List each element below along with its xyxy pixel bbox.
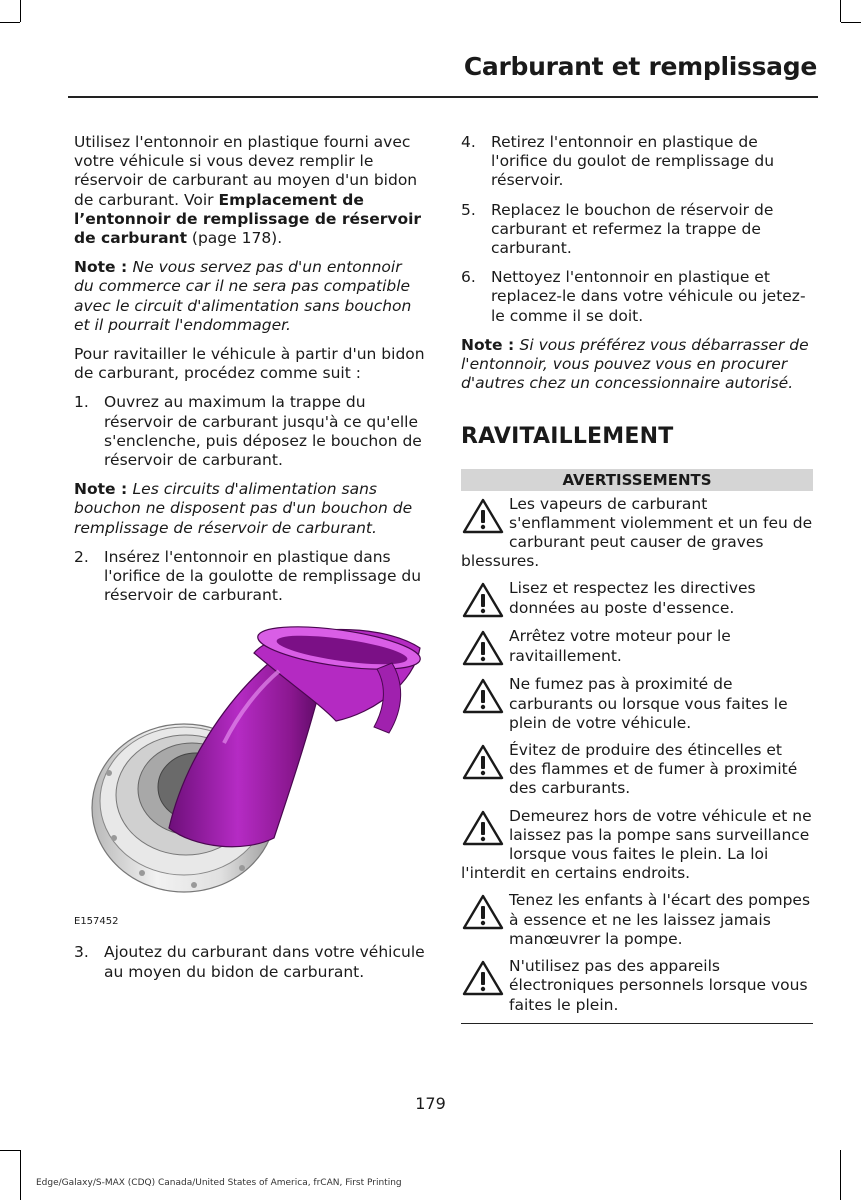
step-number: 6. (461, 268, 476, 287)
warning-text: Les vapeurs de carburant s'enflamment violemment et un feu de carburant peut causer de graves blessures. (461, 494, 813, 571)
warning-triangle-icon (461, 497, 505, 535)
warning-text: Tenez les enfants à l'écart des pompes à essence et ne les laissez jamais manœuvrer la pompe. (509, 891, 811, 948)
funnel-illustration (74, 623, 426, 933)
crop-mark (20, 0, 21, 22)
right-column (461, 133, 813, 1024)
note-label: Note : (461, 335, 520, 354)
step-2 (74, 548, 426, 606)
warning-triangle-icon (461, 959, 505, 997)
warning-item (461, 675, 813, 733)
warning-text: Arrêtez votre moteur pour le ravitaillement. (509, 627, 731, 665)
note-paragraph (74, 258, 426, 335)
warning-item (461, 891, 813, 949)
warning-triangle-icon (461, 629, 505, 667)
step-number: 1. (74, 393, 89, 412)
warning-text: Lisez et respectez les directives données au poste d'essence. (509, 579, 756, 617)
step-1 (74, 393, 426, 470)
step-text: Retirez l'entonnoir en plastique de l'orifice du goulot de remplissage du réservoir. (491, 133, 775, 190)
procedure-intro: Pour ravitailler le véhicule à partir d'un bidon de carburant, procédez comme suit : (74, 345, 425, 383)
step-number: 2. (74, 547, 89, 566)
warning-triangle-icon (461, 677, 505, 715)
section-heading: RAVITAILLEMENT (461, 424, 674, 450)
note-text: Les circuits d'alimentation sans bouchon ne disposent pas d'un bouchon de remplissage de réservoir de carburant. (74, 480, 413, 537)
warnings-list (461, 495, 813, 1015)
footer-text: Edge/Galaxy/S-MAX (CDQ) Canada/United States of America, frCAN, First Printing (36, 1178, 402, 1188)
page-title: Carburant et remplissage (463, 52, 817, 81)
warnings-header: AVERTISSEMENTS (461, 469, 813, 491)
step-4 (461, 133, 813, 191)
step-number: 5. (461, 200, 476, 219)
intro-text: Utilisez l'entonnoir en plastique fourni avec votre véhicule si vous devez remplir le réservoir de carburant au moyen d'un bidon de carburant. Voir (74, 133, 418, 209)
left-column (74, 133, 426, 992)
step-number: 3. (74, 943, 89, 962)
crop-mark (0, 1150, 20, 1151)
warning-triangle-icon (461, 581, 505, 619)
note-paragraph (74, 480, 426, 538)
figure-caption: E157452 (74, 916, 119, 928)
step-5 (461, 201, 813, 259)
header-divider (68, 96, 818, 98)
note-label: Note : (74, 480, 133, 499)
warning-item (461, 807, 813, 884)
warning-triangle-icon (461, 809, 505, 847)
note-paragraph (461, 336, 813, 394)
page-number: 179 (415, 1094, 446, 1113)
warning-text: N'utilisez pas des appareils électroniques personnels lorsque vous faites le plein. (509, 957, 808, 1014)
step-3 (74, 943, 426, 981)
intro-paragraph (74, 133, 426, 248)
step-text: Ajoutez du carburant dans votre véhicule au moyen du bidon de carburant. (104, 943, 425, 981)
note-label: Note : (74, 258, 133, 277)
warning-item (461, 957, 813, 1015)
crop-mark (20, 1150, 21, 1200)
warning-text: Évitez de produire des étincelles et des flammes et de fumer à proximité des carburants. (509, 741, 798, 798)
step-number: 4. (461, 133, 476, 151)
note-text: Si vous préférez vous débarrasser de l'entonnoir, vous pouvez vous en procurer d'autres chez un concessionnaire autorisé. (461, 335, 809, 393)
step-text: Replacez le bouchon de réservoir de carburant et refermez la trappe de carburant. (491, 200, 774, 258)
step-6 (461, 268, 813, 326)
warning-text: Ne fumez pas à proximité de carburants ou lorsque vous faites le plein de votre véhicule. (509, 675, 788, 732)
cross-reference-link[interactable]: Emplacement de l’entonnoir de remplissage de réservoir de carburant (74, 190, 422, 248)
crop-mark (840, 0, 841, 22)
warning-triangle-icon (461, 743, 505, 781)
step-text: Ouvrez au maximum la trappe du réservoir de carburant jusqu'à ce qu'elle s'enclenche, puis déposez le bouchon de réservoir de carburant. (104, 393, 422, 470)
warning-item (461, 627, 813, 667)
crop-mark (841, 22, 861, 23)
warning-item (461, 495, 813, 572)
warning-triangle-icon (461, 893, 505, 931)
warnings-divider (461, 1023, 813, 1025)
note-text: Ne vous servez pas d'un entonnoir du commerce car il ne sera pas compatible avec le circuit d'alimentation sans bouchon et il pourrait l'endommager. (74, 258, 412, 334)
warning-text: Demeurez hors de votre véhicule et ne laissez pas la pompe sans surveillance lorsque vous faites le plein. La loi l'interdit en certains endroits. (461, 806, 812, 883)
warning-item (461, 741, 813, 799)
crop-mark (0, 22, 20, 23)
warning-item (461, 579, 813, 619)
crop-mark (840, 1150, 841, 1200)
page-reference: (page 178). (186, 229, 283, 248)
step-text: Nettoyez l'entonnoir en plastique et replacez-le dans votre véhicule ou jetez-le comme il se doit. (491, 268, 806, 325)
step-text: Insérez l'entonnoir en plastique dans l'orifice de la goulotte de remplissage du réservoir de carburant. (104, 547, 422, 605)
funnel-in-filler-neck-image (74, 623, 426, 933)
